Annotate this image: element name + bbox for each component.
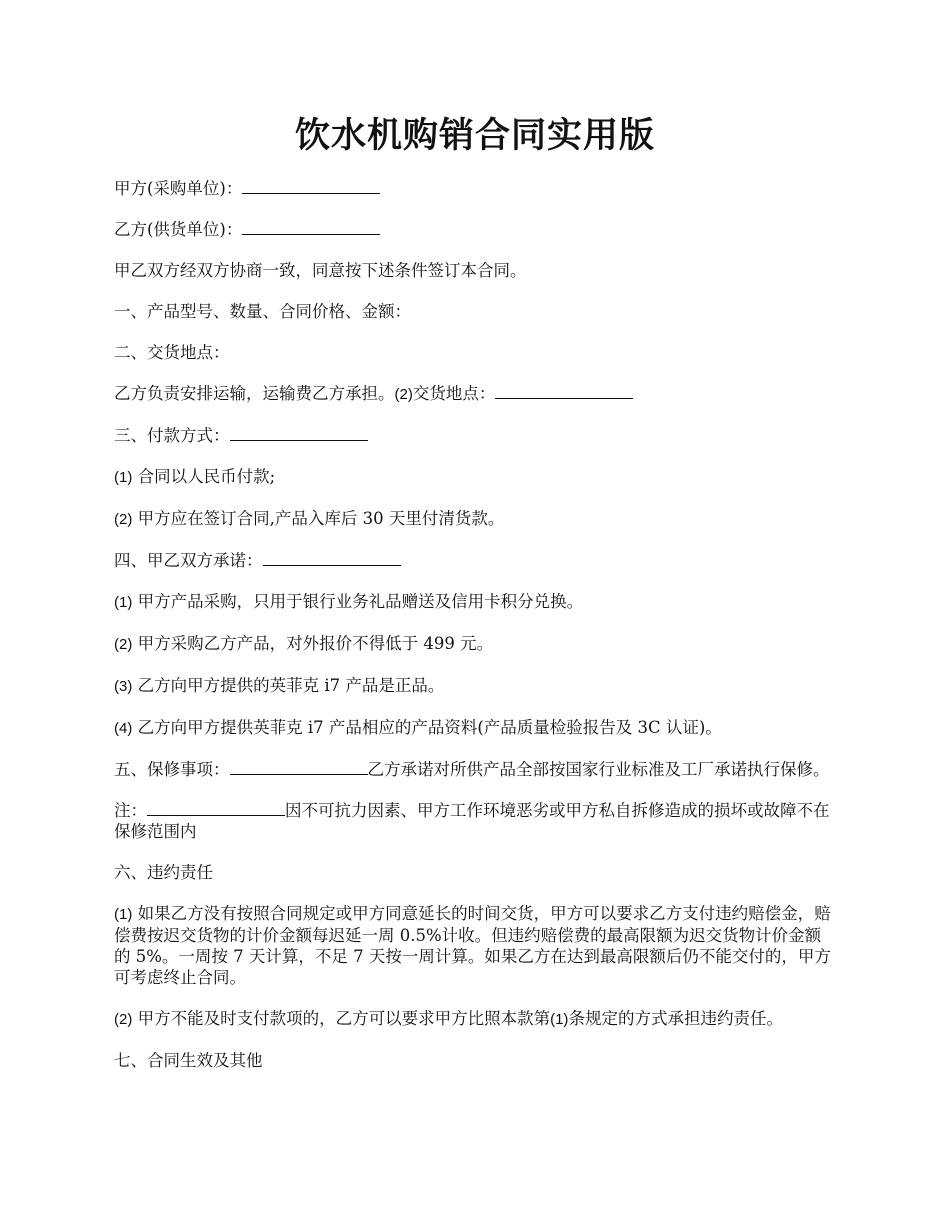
payment-item-1-number: (1) [114,469,133,486]
warranty-text: 乙方承诺对所供产品全部按国家行业标准及工厂承诺执行保修。 [367,760,830,779]
note-blank [147,801,285,816]
commitment-item-2-number: (2) [114,636,133,653]
liability-item-2-number: (2) [114,1011,133,1028]
page-title: 饮水机购销合同实用版 [294,115,655,156]
note-label: 注： [114,801,147,820]
section-3-heading-line [114,425,836,446]
commitment-item-1-number: (1) [114,594,133,611]
commitment-item-1 [114,591,836,613]
liability-item-1 [114,903,836,988]
party-a-label: 甲方(采购单位)： [114,179,243,198]
agreement-intro: 甲乙双方经双方协商一致，同意按下述条件签订本合同。 [114,261,527,280]
liability-item-1-number: (1) [114,906,133,923]
section-3-heading: 三、付款方式： [114,426,230,445]
section-4-heading: 四、甲乙双方承诺： [114,551,263,570]
party-a-blank [242,179,380,194]
party-a-line [114,178,836,199]
warranty-note [114,800,836,842]
commitment-item-2 [114,633,836,655]
liability-item-2-reference: (1) [550,1011,569,1028]
payment-item-2-number: (2) [114,511,133,528]
section-2-heading: 二、交货地点： [114,343,230,362]
payment-item-2-text: 甲方应在签订合同,产品入库后 30 天里付清货款。 [132,509,505,528]
commitment-item-4-number: (4) [114,720,133,737]
commitments-blank [263,551,401,566]
liability-item-2 [114,1008,836,1030]
commitment-item-3-number: (3) [114,678,133,695]
commitment-item-2-text: 甲方采购乙方产品，对外报价不得低于 499 元。 [132,634,494,653]
commitment-item-3-text: 乙方向甲方提供的英菲克 i7 产品是正品。 [132,676,445,695]
note-text: 因不可抗力因素、甲方工作环境恶劣或甲方私自拆修造成的损坏或故障不在保修范围内 [114,801,830,841]
party-b-line [114,219,836,240]
warranty-paragraph [114,759,836,780]
commitment-item-4-text: 乙方向甲方提供英菲克 i7 产品相应的产品资料(产品质量检验报告及 3C 认证)。 [132,718,722,737]
liability-item-1-text: 如果乙方没有按照合同规定或甲方同意延长的时间交货，甲方可以要求乙方支付违约赔偿金，赔偿费按迟交货物的计价金额每迟延一周 0.5%计收。但违约赔偿费的最高限额为迟交货物计价金额的 5%。一周按 7 天计算，不足 7 天按一周计算。如果乙方在达到最高限额后仍不能交付的，甲方可考虑终止合同。 [114,904,831,987]
payment-item-1-text: 合同以人民币付款; [132,467,276,486]
section-4-heading-line [114,550,836,571]
section-7-heading: 七、合同生效及其他 [114,1051,263,1070]
section-6-heading: 六、违约责任 [114,863,213,882]
delivery-text: 乙方负责安排运输，运输费乙方承担。 [114,384,395,403]
warranty-blank [230,760,368,775]
contract-body [114,178,836,1091]
party-b-blank [242,220,380,235]
delivery-item-number: (2) [394,386,413,403]
delivery-location-blank [495,384,633,399]
payment-item-1 [114,466,836,488]
delivery-location-label: 交货地点： [412,384,496,403]
party-b-label: 乙方(供货单位)： [114,220,243,239]
delivery-paragraph [114,383,836,405]
commitment-item-1-text: 甲方产品采购，只用于银行业务礼品赠送及信用卡积分兑换。 [132,592,584,611]
liability-item-2-text: 甲方不能及时支付款项的，乙方可以要求甲方比照本款第 [132,1009,551,1028]
section-5-heading: 五、保修事项： [114,760,230,779]
payment-method-blank [230,426,368,441]
commitment-item-3 [114,675,836,697]
commitment-item-4 [114,717,836,739]
section-1-heading: 一、产品型号、数量、合同价格、金额： [114,302,411,321]
liability-item-2-text-end: 条规定的方式承担违约责任。 [568,1009,783,1028]
payment-item-2 [114,508,836,530]
